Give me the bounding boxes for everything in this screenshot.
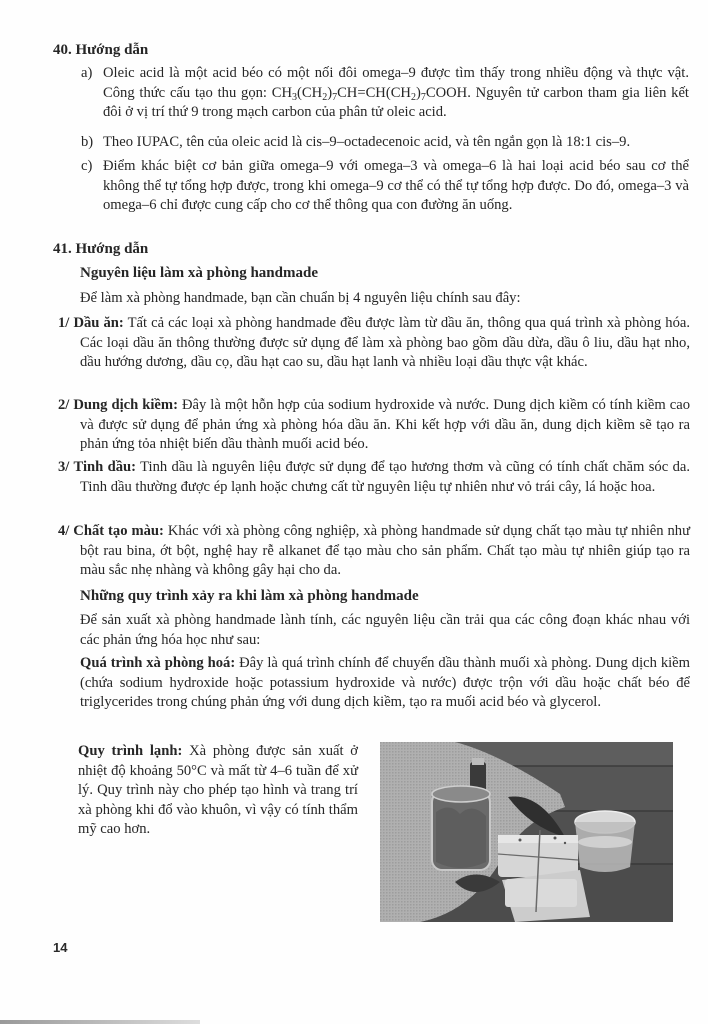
section-40-item-b	[81, 133, 689, 153]
process-saponification	[80, 654, 690, 713]
intro-ingredients: Để làm xà phòng handmade, bạn cần chuẩn bị 4 nguyên liệu chính sau đây:	[80, 290, 521, 306]
ingredient-label: 4/ Chất tạo màu:	[58, 523, 164, 539]
item-label: a)	[81, 65, 93, 81]
item-label: b)	[81, 134, 94, 150]
process-text: Xà phòng được sản xuất ở nhiệt độ khoảng 50°C và mất từ 4–6 tuần để xử lý. Quy trình này cho phép tạo hình và trang trí xà phòng khi đổ vào khuôn, vì vậy có tính thẩm mỹ cao hơn.	[78, 743, 358, 837]
section-40-item-a	[81, 64, 689, 123]
ingredient-text: Khác với xà phòng công nghiệp, xà phòng handmade sử dụng chất tạo màu tự nhiên như bột rau bina, ớt bột, nghệ hay rễ alkanet để tạo màu cho sản phẩm. Chất tạo màu tự nhiên giúp tạo ra màu sắc nhẹ nhàng và không gây hại cho da.	[80, 523, 690, 578]
subheading-ingredients: Nguyên liệu làm xà phòng handmade	[80, 265, 318, 281]
item-text: Oleic acid là một acid béo có một nối đôi omega–9 được tìm thấy trong nhiều động và thực vật. Công thức cấu tạo thu gọn:	[103, 65, 689, 101]
section-40-item-c	[81, 157, 689, 216]
process-cold	[78, 742, 358, 840]
ingredient-3	[58, 458, 690, 497]
item-label: c)	[81, 158, 93, 174]
section-41-heading: 41. Hướng dẫn	[53, 241, 149, 257]
ingredient-4	[58, 522, 690, 581]
subheading-processes: Những quy trình xảy ra khi làm xà phòng handmade	[80, 588, 419, 604]
ingredient-label: 3/ Tinh dầu:	[58, 459, 136, 475]
ingredient-text: Tinh dầu là nguyên liệu được sử dụng để tạo hương thơm và cũng có tính chất chăm sóc da. Tinh dầu thường được ép lạnh hoặc chưng cất từ nguyên liệu tự nhiên như vỏ trái cây, lá hoặc hoa.	[80, 459, 690, 495]
ingredient-2	[58, 396, 690, 455]
ingredient-text: Tất cả các loại xà phòng handmade đều được làm từ dầu ăn, thông qua quá trình xà phòng hóa. Các loại dầu ăn thông thường được sử dụng để làm xà phòng bao gồm dầu dừa, dầu ô liu, dầu hạt nho, dầu hướng dương, dầu cọ, dầu hạt cao su, dầu hạt lanh và nhiều loại dầu thực vật khác.	[80, 315, 690, 370]
item-text: Điểm khác biệt cơ bản giữa omega–9 với omega–3 và omega–6 là hai loại acid béo sau cơ thể không thể tự tổng hợp được, trong khi omega–9 cơ thể có thể tự tổng hợp được. Do đó, omega–3 và omega–6 chỉ được cung cấp cho cơ thể thông qua con đường ăn uống.	[103, 158, 689, 213]
process-label: Quá trình xà phòng hoá:	[80, 655, 236, 671]
item-text: Theo IUPAC, tên của oleic acid là cis–9–octadecenoic acid, và tên ngắn gọn là 18:1 cis–9.	[103, 134, 631, 150]
process-label: Quy trình lạnh:	[78, 743, 183, 759]
item-text-continued: . Nguyên tử carbon tham gia liên kết đôi ở vị trí thứ 9 trong mạch carbon của phân tử oleic acid.	[103, 84, 689, 120]
ingredient-1	[58, 314, 690, 373]
chemical-formula: $CH_3(CH_2)_7CH=CH(CH_2)_7COOH$	[271, 84, 468, 103]
process-text: Đây là quá trình chính để chuyển dầu thành muối xà phòng. Dung dịch kiềm (chứa sodium hydroxide hoặc potassium hydroxide và nước) được trộn với dầu hoặc chất béo để triglycerides trong chúng phản ứng với dung dịch kiềm, tạo ra muối acid béo và glycerol.	[80, 655, 691, 710]
page-number: 14	[53, 940, 68, 955]
intro-processes: Để sản xuất xà phòng handmade lành tính, các nguyên liệu cần trải qua các công đoạn khác nhau với các phản ứng hóa học như sau:	[80, 612, 690, 648]
section-40-heading: 40. Hướng dẫn	[53, 42, 149, 58]
soap-photo	[380, 742, 673, 922]
ingredient-label: 1/ Dầu ăn:	[58, 315, 124, 331]
scan-edge	[0, 1020, 200, 1024]
ingredient-text: Đây là một hỗn hợp của sodium hydroxide và nước. Dung dịch kiềm có tính kiềm cao và được sử dụng để phản ứng xà phòng hóa dầu ăn. Khi kết hợp với dầu ăn, dung dịch kiềm sẽ tạo ra phản ứng tỏa nhiệt biến dầu thành muối acid béo.	[80, 397, 690, 452]
ingredient-label: 2/ Dung dịch kiềm:	[58, 397, 178, 413]
